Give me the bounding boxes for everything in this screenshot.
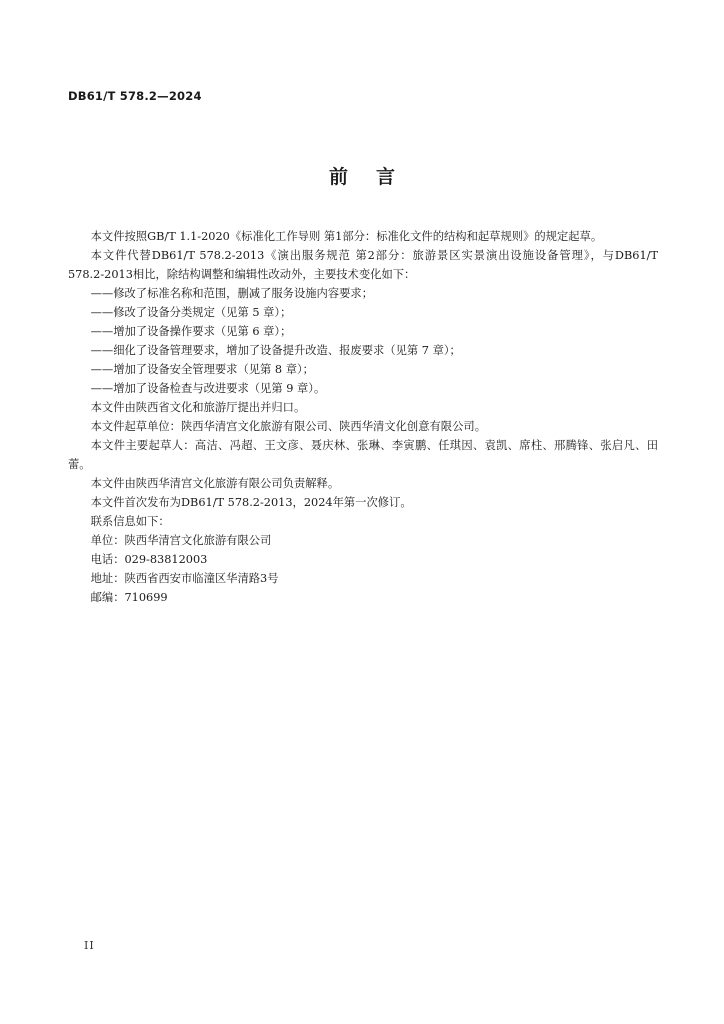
change-item: ——增加了设备安全管理要求（见第 8 章）； — [90, 363, 314, 376]
page-title: 前言 — [328, 166, 423, 188]
change-item: ——细化了设备管理要求，增加了设备提升改造、报废要求（见第 7 章）； — [90, 344, 461, 357]
page-number: II — [84, 939, 95, 952]
paragraph-replacement: 本文件代替DB61/T 578.2-2013《演出服务规范 第2部分：旅游景区实景演出设施设备管理》，与DB61/T 578.2-2013相比，除结构调整和编辑性改动外，主要技术变化如下： — [68, 249, 658, 281]
contact-unit: 单位：陕西华清宫文化旅游有限公司 — [90, 534, 272, 547]
change-item: ——增加了设备检查与改进要求（见第 9 章）。 — [90, 382, 326, 395]
document-code: DB61/T 578.2—2024 — [68, 89, 202, 103]
paragraph-drafting-basis: 本文件按照GB/T 1.1-2020《标准化工作导则 第1部分：标准化文件的结构和起草规则》的规定起草。 — [90, 230, 603, 243]
statement-history: 本文件首次发布为DB61/T 578.2-2013，2024年第一次修订。 — [90, 496, 412, 509]
contact-address: 地址：陕西省西安市临潼区华清路3号 — [90, 572, 279, 585]
statement-proposer: 本文件由陕西省文化和旅游厅提出并归口。 — [90, 401, 306, 414]
change-item: ——修改了设备分类规定（见第 5 章）； — [90, 306, 292, 319]
statement-drafters: 本文件主要起草人：高洁、冯超、王文彦、聂庆林、张琳、李寅鹏、任琪因、袁凯、席柱、邢腾锋、张启凡、田蕾。 — [68, 439, 658, 471]
statement-contact-intro: 联系信息如下： — [90, 515, 170, 528]
change-item: ——修改了标准名称和范围，删减了服务设施内容要求； — [90, 287, 374, 300]
change-item: ——增加了设备操作要求（见第 6 章）； — [90, 325, 292, 338]
statement-drafting-units: 本文件起草单位：陕西华清宫文化旅游有限公司、陕西华清文化创意有限公司。 — [90, 420, 486, 433]
foreword-body — [68, 227, 658, 607]
contact-postcode: 邮编：710699 — [90, 591, 168, 604]
contact-phone: 电话：029-83812003 — [90, 553, 208, 566]
statement-interpretation: 本文件由陕西华清宫文化旅游有限公司负责解释。 — [90, 477, 340, 490]
